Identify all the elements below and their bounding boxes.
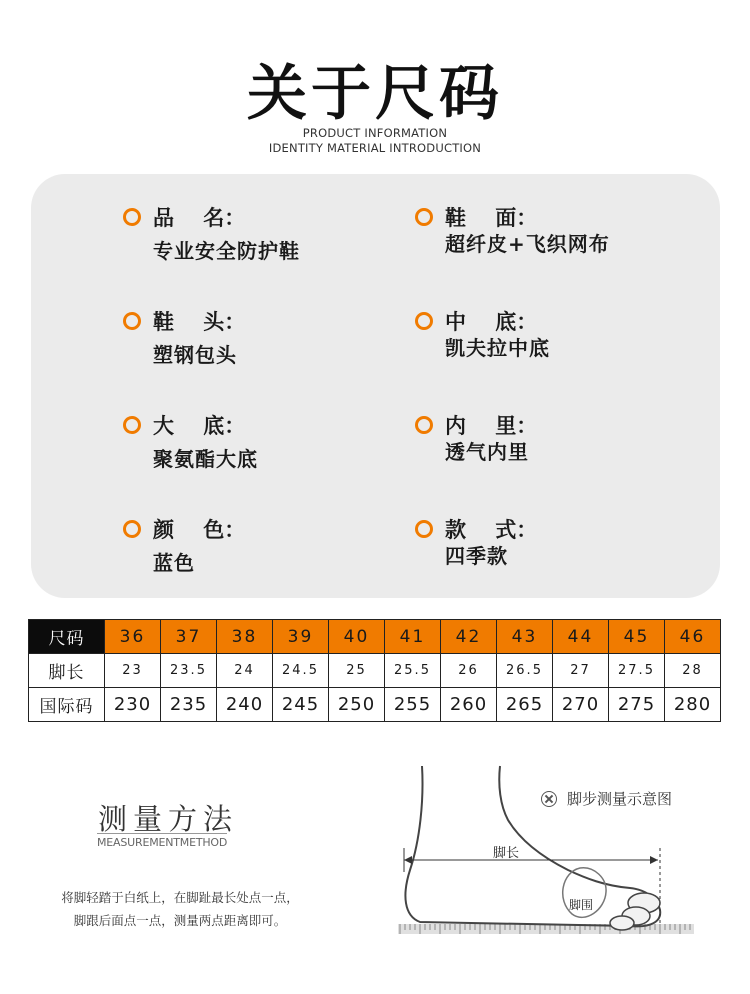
- row-header: 脚长: [29, 654, 105, 688]
- row-header: 国际码: [29, 688, 105, 722]
- info-item-color: [123, 516, 245, 576]
- circle-bullet-icon: [415, 208, 433, 226]
- info-item-toe-cap: [123, 308, 245, 368]
- info-item-outsole: [123, 412, 258, 472]
- table-cell: 26: [441, 654, 497, 688]
- foot-girth-label: 脚围: [569, 898, 594, 912]
- foot-length-label: 脚长: [493, 846, 520, 861]
- table-cell: 270: [553, 688, 609, 722]
- info-label: 鞋 面：: [445, 206, 538, 230]
- table-cell: 39: [273, 620, 329, 654]
- page-title: 关于尺码: [247, 59, 503, 129]
- table-cell: 250: [329, 688, 385, 722]
- table-cell: 24.5: [273, 654, 329, 688]
- table-cell: 265: [497, 688, 553, 722]
- table-cell: 230: [105, 688, 161, 722]
- subtitle-line-1: PRODUCT INFORMATION: [302, 126, 448, 140]
- table-cell: 27.5: [609, 654, 665, 688]
- info-value: 凯夫拉中底: [445, 336, 550, 360]
- info-value: 透气内里: [445, 440, 529, 464]
- table-cell: 255: [385, 688, 441, 722]
- arrow-head-left: [404, 856, 412, 864]
- info-label: 大 底：: [153, 414, 246, 438]
- circle-bullet-icon: [415, 416, 433, 434]
- diagram-title: 脚步测量示意图: [567, 790, 673, 808]
- table-cell: 38: [217, 620, 273, 654]
- table-cell: 25.5: [385, 654, 441, 688]
- info-value: 四季款: [445, 544, 508, 568]
- table-cell: 44: [553, 620, 609, 654]
- info-item-style: [415, 516, 537, 569]
- measurement-desc-line-2: 脚跟后面点一点，测量两点距离即可。: [73, 913, 287, 928]
- table-cell: 23: [105, 654, 161, 688]
- circle-bullet-icon: [415, 520, 433, 538]
- table-cell: 245: [273, 688, 329, 722]
- info-item-lining: [415, 412, 537, 465]
- info-value: 聚氨酯大底: [153, 447, 258, 471]
- product-info-panel: [31, 174, 720, 598]
- table-cell: 27: [553, 654, 609, 688]
- info-value: 超纤皮+飞织网布: [445, 232, 610, 256]
- info-item-name: [123, 204, 300, 264]
- info-item-midsole: [415, 308, 550, 361]
- info-value: 专业安全防护鞋: [153, 239, 300, 263]
- info-label: 品 名：: [153, 206, 246, 230]
- table-cell: 36: [105, 620, 161, 654]
- info-value: 蓝色: [153, 551, 195, 575]
- table-cell: 235: [161, 688, 217, 722]
- table-cell: 43: [497, 620, 553, 654]
- circle-bullet-icon: [123, 208, 141, 226]
- arrow-head-right: [650, 856, 658, 864]
- table-cell: 23.5: [161, 654, 217, 688]
- table-cell: 280: [665, 688, 721, 722]
- info-label: 鞋 头：: [153, 310, 246, 334]
- table-row-intl-size: [29, 688, 721, 722]
- measurement-subtitle: MEASUREMENTMETHOD: [97, 833, 227, 849]
- circle-bullet-icon: [415, 312, 433, 330]
- info-label: 中 底：: [445, 310, 538, 334]
- circle-bullet-icon: [123, 312, 141, 330]
- table-cell: 240: [217, 688, 273, 722]
- circle-bullet-icon: [123, 520, 141, 538]
- table-cell: 24: [217, 654, 273, 688]
- row-header: 尺码: [29, 620, 105, 654]
- measurement-title: 测量方法: [98, 802, 239, 836]
- measurement-desc-line-1: 将脚轻踏于白纸上，在脚趾最长处点一点，: [61, 890, 299, 905]
- table-cell: 260: [441, 688, 497, 722]
- table-cell: 26.5: [497, 654, 553, 688]
- table-row-foot-length: [29, 654, 721, 688]
- table-cell: 46: [665, 620, 721, 654]
- table-cell: 25: [329, 654, 385, 688]
- table-cell: 28: [665, 654, 721, 688]
- info-label: 款 式：: [445, 518, 538, 542]
- table-cell: 42: [441, 620, 497, 654]
- table-cell: 45: [609, 620, 665, 654]
- subtitle-line-2: IDENTITY MATERIAL INTRODUCTION: [268, 141, 482, 155]
- info-label: 颜 色：: [153, 518, 246, 542]
- crosshair-icon: [538, 787, 561, 810]
- info-item-upper: [415, 204, 610, 257]
- table-cell: 41: [385, 620, 441, 654]
- circle-bullet-icon: [123, 416, 141, 434]
- diagram-legend: [541, 788, 672, 809]
- table-cell: 275: [609, 688, 665, 722]
- info-value: 塑钢包头: [153, 343, 237, 367]
- info-label: 内 里：: [445, 414, 538, 438]
- size-chart-table: [28, 619, 721, 722]
- table-cell: 40: [329, 620, 385, 654]
- table-row-size: [29, 620, 721, 654]
- table-cell: 37: [161, 620, 217, 654]
